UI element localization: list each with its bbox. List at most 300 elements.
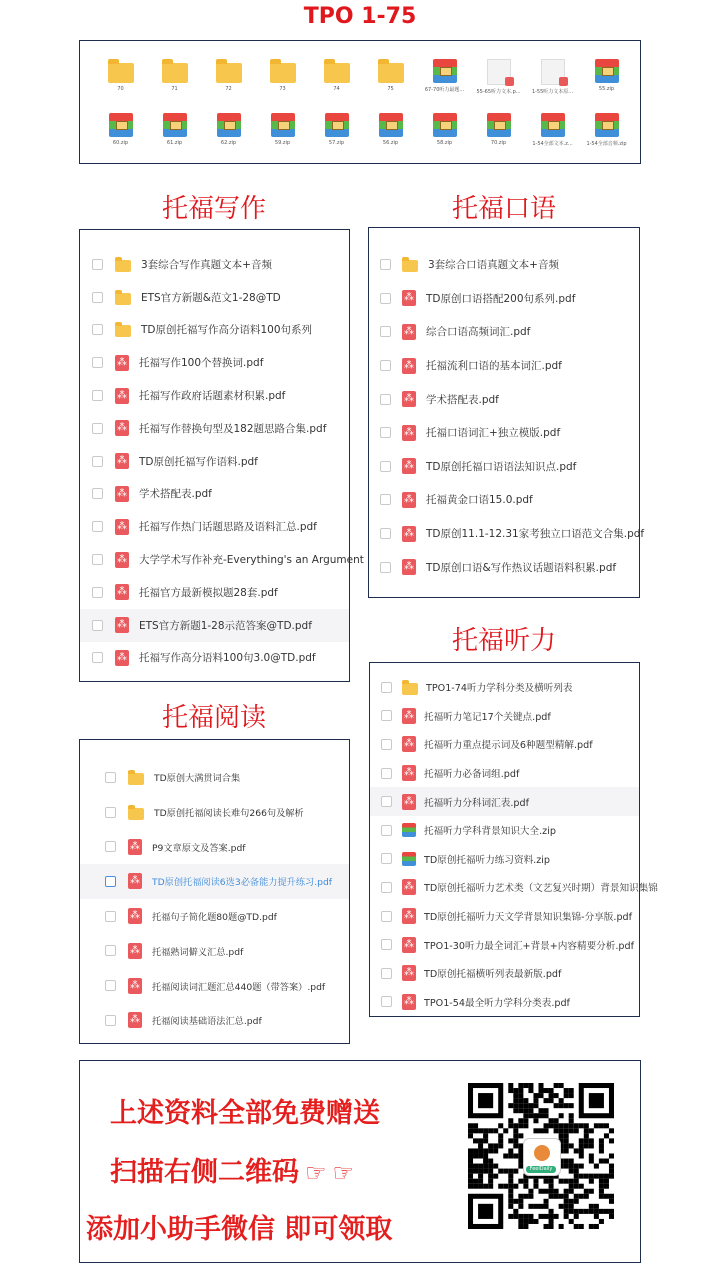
checkbox[interactable] xyxy=(92,259,103,270)
pdf-icon xyxy=(402,324,416,340)
checkbox[interactable] xyxy=(381,825,392,836)
file-row[interactable] xyxy=(80,1003,349,1038)
file-row[interactable] xyxy=(369,483,639,517)
grid-file-item[interactable] xyxy=(92,113,149,146)
qr-module xyxy=(589,1153,594,1158)
qr-module xyxy=(574,1184,579,1189)
file-row[interactable] xyxy=(370,702,639,731)
qr-module xyxy=(564,1189,569,1194)
grid-file-item[interactable] xyxy=(470,59,527,95)
pdf-icon xyxy=(115,650,129,666)
qr-module xyxy=(549,1209,554,1214)
qr-module xyxy=(493,1148,498,1153)
qr-module xyxy=(559,1224,564,1229)
qr-module xyxy=(589,1209,594,1214)
qr-module xyxy=(584,1174,589,1179)
qr-module xyxy=(569,1128,574,1133)
checkbox[interactable] xyxy=(92,652,103,663)
qr-module xyxy=(513,1138,518,1143)
file-name: TD原创11.1-12.31家考独立口语范文合集.pdf xyxy=(426,528,645,541)
qr-module xyxy=(473,1169,478,1174)
file-name: 3套综合口语真题文本+音频 xyxy=(428,259,559,272)
checkbox[interactable] xyxy=(105,980,116,991)
file-name: 托福流利口语的基本词汇.pdf xyxy=(426,360,562,373)
qr-module xyxy=(579,1174,584,1179)
qr-module xyxy=(508,1184,513,1189)
zip-icon xyxy=(541,113,565,137)
qr-module xyxy=(468,1128,473,1133)
qr-module xyxy=(513,1088,518,1093)
grid-file-item[interactable] xyxy=(308,113,365,146)
grid-file-label: 73 xyxy=(279,86,286,92)
file-name: 托福听力分科词汇表.pdf xyxy=(424,797,529,809)
pdf-icon xyxy=(402,965,416,981)
qr-code[interactable] xyxy=(468,1083,614,1229)
checkbox[interactable] xyxy=(92,521,103,532)
qr-module xyxy=(513,1093,518,1098)
grid-file-label: 70.zip xyxy=(490,140,507,146)
grid-file-label: 58.zip xyxy=(436,140,453,146)
pdf-icon xyxy=(402,708,416,724)
qr-module xyxy=(604,1123,609,1128)
file-name: TD原创大满贯词合集 xyxy=(154,773,241,785)
checkbox[interactable] xyxy=(381,968,392,979)
checkbox[interactable] xyxy=(380,562,391,573)
grid-file-label: 55-65听力文本.p... xyxy=(476,89,521,95)
qr-module xyxy=(549,1179,554,1184)
qr-module xyxy=(513,1133,518,1138)
qr-module xyxy=(589,1224,594,1229)
file-row[interactable] xyxy=(80,510,349,543)
checkbox[interactable] xyxy=(92,423,103,434)
qr-module xyxy=(533,1128,538,1133)
qr-module xyxy=(589,1143,594,1148)
qr-module xyxy=(508,1153,513,1158)
checkbox[interactable] xyxy=(92,488,103,499)
checkbox[interactable] xyxy=(381,996,392,1007)
qr-module xyxy=(599,1189,604,1194)
file-row[interactable] xyxy=(370,759,639,788)
qr-module xyxy=(579,1138,584,1143)
qr-module xyxy=(533,1113,538,1118)
pdf-icon xyxy=(402,879,416,895)
qr-module xyxy=(579,1184,584,1189)
qr-module xyxy=(594,1214,599,1219)
file-row[interactable] xyxy=(369,248,639,282)
grid-file-item[interactable] xyxy=(524,113,581,147)
qr-module xyxy=(584,1194,589,1199)
folder-icon xyxy=(270,63,296,83)
checkbox[interactable] xyxy=(105,841,116,852)
checkbox[interactable] xyxy=(380,528,391,539)
qr-module xyxy=(604,1159,609,1164)
grid-file-item[interactable] xyxy=(146,59,203,92)
qr-module xyxy=(533,1179,538,1184)
qr-module xyxy=(569,1184,574,1189)
file-row[interactable] xyxy=(369,382,639,416)
qr-module xyxy=(538,1088,543,1093)
qr-module xyxy=(513,1209,518,1214)
grid-file-item[interactable] xyxy=(578,59,635,92)
qr-module xyxy=(599,1194,604,1199)
qr-module xyxy=(473,1128,478,1133)
file-row[interactable] xyxy=(369,450,639,484)
file-row[interactable] xyxy=(80,281,349,314)
checkbox[interactable] xyxy=(380,494,391,505)
file-row[interactable] xyxy=(80,899,349,934)
file-row[interactable] xyxy=(80,829,349,864)
qr-module xyxy=(523,1113,528,1118)
qr-module xyxy=(564,1133,569,1138)
qr-module xyxy=(569,1159,574,1164)
file-name: P9文章原文及答案.pdf xyxy=(152,842,246,854)
qr-module xyxy=(468,1159,473,1164)
file-row[interactable] xyxy=(370,902,639,931)
qr-module xyxy=(569,1219,574,1224)
qr-module xyxy=(559,1133,564,1138)
qr-module xyxy=(594,1224,599,1229)
checkbox[interactable] xyxy=(381,682,392,693)
qr-module xyxy=(513,1214,518,1219)
qr-module xyxy=(549,1214,554,1219)
qr-module xyxy=(549,1224,554,1229)
checkbox[interactable] xyxy=(92,620,103,631)
qr-module xyxy=(488,1179,493,1184)
file-row[interactable] xyxy=(370,730,639,759)
file-row[interactable] xyxy=(369,517,645,551)
grid-file-label: 56.zip xyxy=(382,140,399,146)
checkbox[interactable] xyxy=(381,939,392,950)
grid-file-item[interactable] xyxy=(254,59,311,92)
qr-module xyxy=(473,1138,478,1143)
checkbox[interactable] xyxy=(381,796,392,807)
checkbox[interactable] xyxy=(92,456,103,467)
qr-module xyxy=(564,1164,569,1169)
file-row[interactable] xyxy=(80,609,349,642)
qr-module xyxy=(544,1179,549,1184)
file-name: 大学学术写作补充-Everything's an Argument xyxy=(139,554,364,567)
pdf-icon xyxy=(115,388,129,404)
qr-module xyxy=(478,1164,483,1169)
qr-module xyxy=(518,1103,523,1108)
file-row[interactable] xyxy=(80,576,349,609)
qr-module xyxy=(564,1143,569,1148)
checkbox[interactable] xyxy=(381,853,392,864)
file-row[interactable] xyxy=(80,478,349,511)
qr-module xyxy=(468,1169,473,1174)
file-row[interactable] xyxy=(80,642,349,675)
qr-module xyxy=(564,1138,569,1143)
qr-module xyxy=(554,1194,559,1199)
file-name: 托福口语词汇+独立模版.pdf xyxy=(426,427,561,440)
qr-module xyxy=(599,1138,604,1143)
qr-module xyxy=(579,1148,584,1153)
qr-module xyxy=(523,1179,528,1184)
grid-file-item[interactable] xyxy=(146,113,203,146)
file-row[interactable] xyxy=(369,282,639,316)
checkbox[interactable] xyxy=(380,293,391,304)
file-row[interactable] xyxy=(80,543,364,576)
checkbox[interactable] xyxy=(105,807,116,818)
qr-module xyxy=(609,1128,614,1133)
file-row[interactable] xyxy=(369,550,639,584)
qr-module xyxy=(488,1159,493,1164)
qr-module xyxy=(544,1128,549,1133)
grid-file-item[interactable] xyxy=(578,113,635,147)
checkbox[interactable] xyxy=(381,911,392,922)
qr-module xyxy=(564,1148,569,1153)
qr-module xyxy=(468,1153,473,1158)
qr-module xyxy=(564,1159,569,1164)
qr-module xyxy=(549,1098,554,1103)
qr-finder-pattern xyxy=(589,1093,604,1108)
qr-module xyxy=(589,1189,594,1194)
qr-module xyxy=(528,1214,533,1219)
qr-module xyxy=(498,1138,503,1143)
qr-module xyxy=(518,1098,523,1103)
qr-module xyxy=(564,1204,569,1209)
qr-module xyxy=(518,1133,523,1138)
checkbox[interactable] xyxy=(105,876,116,887)
qr-module xyxy=(538,1108,543,1113)
grid-file-item[interactable] xyxy=(254,113,311,146)
promo-panel xyxy=(79,1060,641,1263)
file-row[interactable] xyxy=(80,934,349,969)
file-row[interactable] xyxy=(80,346,349,379)
checkbox[interactable] xyxy=(92,357,103,368)
checkbox[interactable] xyxy=(380,394,391,405)
qr-module xyxy=(554,1189,559,1194)
qr-module xyxy=(528,1088,533,1093)
file-row[interactable] xyxy=(370,988,639,1017)
pdf-icon xyxy=(128,978,142,994)
qr-module xyxy=(538,1128,543,1133)
qr-module xyxy=(554,1118,559,1123)
qr-module xyxy=(488,1128,493,1133)
qr-module xyxy=(533,1098,538,1103)
qr-module xyxy=(483,1133,488,1138)
file-row[interactable] xyxy=(370,787,639,816)
grid-file-label: 75 xyxy=(387,86,394,92)
file-name: 托福阅读基础语法汇总.pdf xyxy=(152,1016,262,1028)
qr-module xyxy=(523,1219,528,1224)
file-name: 学术搭配表.pdf xyxy=(139,488,212,501)
zip-icon xyxy=(595,59,619,83)
checkbox[interactable] xyxy=(381,768,392,779)
file-name: TD原创托福听力天文学背景知识集锦-分享版.pdf xyxy=(424,912,633,924)
grid-file-item[interactable] xyxy=(362,113,419,146)
checkbox[interactable] xyxy=(380,259,391,270)
qr-module xyxy=(579,1143,584,1148)
pdf-icon xyxy=(115,453,129,469)
qr-module xyxy=(518,1118,523,1123)
file-row[interactable] xyxy=(369,416,639,450)
folder-icon xyxy=(216,63,242,83)
file-row[interactable] xyxy=(80,760,349,795)
qr-module xyxy=(503,1169,508,1174)
pdf-icon xyxy=(128,943,142,959)
file-row[interactable] xyxy=(80,379,349,412)
pdf-icon xyxy=(402,458,416,474)
qr-module xyxy=(584,1123,589,1128)
checkbox[interactable] xyxy=(380,326,391,337)
qr-module xyxy=(508,1169,513,1174)
grid-file-item[interactable] xyxy=(524,59,581,95)
file-row[interactable] xyxy=(80,412,349,445)
qr-module xyxy=(589,1128,594,1133)
checkbox[interactable] xyxy=(105,1015,116,1026)
qr-module xyxy=(508,1088,513,1093)
file-row[interactable] xyxy=(370,816,639,845)
zip-icon xyxy=(402,852,416,866)
file-name: TD原创托福写作语料.pdf xyxy=(139,455,258,468)
zip-icon xyxy=(325,113,349,137)
file-name: TD原创托福写作高分语料100句系列 xyxy=(141,324,313,337)
qr-module xyxy=(523,1083,528,1088)
checkbox[interactable] xyxy=(380,427,391,438)
qr-module xyxy=(528,1103,533,1108)
file-row[interactable] xyxy=(80,864,349,899)
file-name: 托福听力学科背景知识大全.zip xyxy=(424,826,556,838)
qr-module xyxy=(579,1164,584,1169)
checkbox[interactable] xyxy=(92,324,103,335)
qr-module xyxy=(599,1179,604,1184)
checkbox[interactable] xyxy=(92,587,103,598)
checkbox[interactable] xyxy=(381,882,392,893)
qr-module xyxy=(564,1199,569,1204)
qr-module xyxy=(483,1153,488,1158)
file-name: 托福听力笔记17个关键点.pdf xyxy=(424,711,551,723)
checkbox[interactable] xyxy=(92,390,103,401)
folder-icon xyxy=(108,63,134,83)
qr-module xyxy=(473,1153,478,1158)
qr-module xyxy=(513,1199,518,1204)
qr-module xyxy=(564,1088,569,1093)
zip-icon xyxy=(163,113,187,137)
qr-module xyxy=(508,1204,513,1209)
checkbox[interactable] xyxy=(381,710,392,721)
pdf-icon xyxy=(115,552,129,568)
qr-module xyxy=(513,1143,518,1148)
grid-file-item[interactable] xyxy=(200,59,257,92)
qr-module xyxy=(549,1093,554,1098)
file-row[interactable] xyxy=(370,673,639,702)
qr-module xyxy=(468,1123,473,1128)
qr-module xyxy=(594,1164,599,1169)
file-row[interactable] xyxy=(80,445,349,478)
checkbox[interactable] xyxy=(381,739,392,750)
grid-file-item[interactable] xyxy=(470,113,527,146)
grid-file-item[interactable] xyxy=(92,59,149,92)
speaking-title: 托福口语 xyxy=(451,194,556,224)
grid-file-item[interactable] xyxy=(308,59,365,92)
qr-module xyxy=(538,1083,543,1088)
qr-module xyxy=(523,1118,528,1123)
pdf-icon xyxy=(402,908,416,924)
pdf-icon xyxy=(402,391,416,407)
pdf-icon xyxy=(402,765,416,781)
qr-module xyxy=(544,1199,549,1204)
qr-module xyxy=(609,1209,614,1214)
qr-module xyxy=(574,1169,579,1174)
qr-module xyxy=(574,1214,579,1219)
listening-panel xyxy=(369,662,658,1017)
file-row[interactable] xyxy=(369,349,639,383)
qr-module xyxy=(599,1174,604,1179)
qr-module xyxy=(564,1179,569,1184)
qr-module xyxy=(574,1123,579,1128)
qr-module xyxy=(584,1128,589,1133)
file-row[interactable] xyxy=(370,930,639,959)
qr-module xyxy=(584,1138,589,1143)
qr-module xyxy=(599,1209,604,1214)
qr-module xyxy=(569,1103,574,1108)
qr-module xyxy=(513,1108,518,1113)
qr-module xyxy=(513,1169,518,1174)
checkbox[interactable] xyxy=(380,360,391,371)
file-row[interactable] xyxy=(370,959,639,988)
file-name: 托福写作政府话题素材积累.pdf xyxy=(139,390,286,403)
pdf-icon xyxy=(115,617,129,633)
grid-file-item[interactable] xyxy=(200,113,257,146)
qr-module xyxy=(549,1219,554,1224)
file-row[interactable] xyxy=(370,873,658,902)
qr-module xyxy=(579,1224,584,1229)
qr-center-logo xyxy=(523,1138,561,1176)
checkbox[interactable] xyxy=(105,772,116,783)
grid-file-item[interactable] xyxy=(362,59,419,92)
qr-module xyxy=(589,1179,594,1184)
file-name: 托福阅读词汇题汇总440题（带答案）.pdf xyxy=(152,981,326,993)
file-row[interactable] xyxy=(80,795,349,830)
file-row[interactable] xyxy=(369,315,639,349)
qr-module xyxy=(559,1113,564,1118)
file-row[interactable] xyxy=(80,248,349,281)
qr-module xyxy=(544,1113,549,1118)
pdf-icon xyxy=(115,584,129,600)
grid-file-item[interactable] xyxy=(416,113,473,146)
qr-module xyxy=(609,1194,614,1199)
tpo-file-grid xyxy=(79,40,641,164)
zip-icon xyxy=(433,59,457,83)
qr-module xyxy=(518,1123,523,1128)
qr-module xyxy=(559,1194,564,1199)
file-row[interactable] xyxy=(370,845,639,874)
file-name: 托福写作热门话题思路及语料汇总.pdf xyxy=(139,521,317,534)
qr-module xyxy=(498,1123,503,1128)
qr-module xyxy=(503,1153,508,1158)
checkbox[interactable] xyxy=(92,554,103,565)
checkbox[interactable] xyxy=(105,911,116,922)
qr-module xyxy=(569,1088,574,1093)
qr-module xyxy=(508,1194,513,1199)
qr-module xyxy=(478,1143,483,1148)
qr-module xyxy=(483,1164,488,1169)
checkbox[interactable] xyxy=(92,292,103,303)
qr-module xyxy=(483,1159,488,1164)
checkbox[interactable] xyxy=(105,945,116,956)
qr-module xyxy=(559,1103,564,1108)
file-row[interactable] xyxy=(80,968,349,1003)
grid-file-item[interactable] xyxy=(416,59,473,93)
checkbox[interactable] xyxy=(380,461,391,472)
file-row[interactable] xyxy=(80,314,349,347)
qr-module xyxy=(574,1128,579,1133)
file-name: TD原创托福阅读长难句266句及解析 xyxy=(154,808,304,820)
qr-module xyxy=(513,1098,518,1103)
file-name: TPO1-30听力最全词汇+背景+内容精要分析.pdf xyxy=(424,940,634,952)
qr-module xyxy=(559,1204,564,1209)
